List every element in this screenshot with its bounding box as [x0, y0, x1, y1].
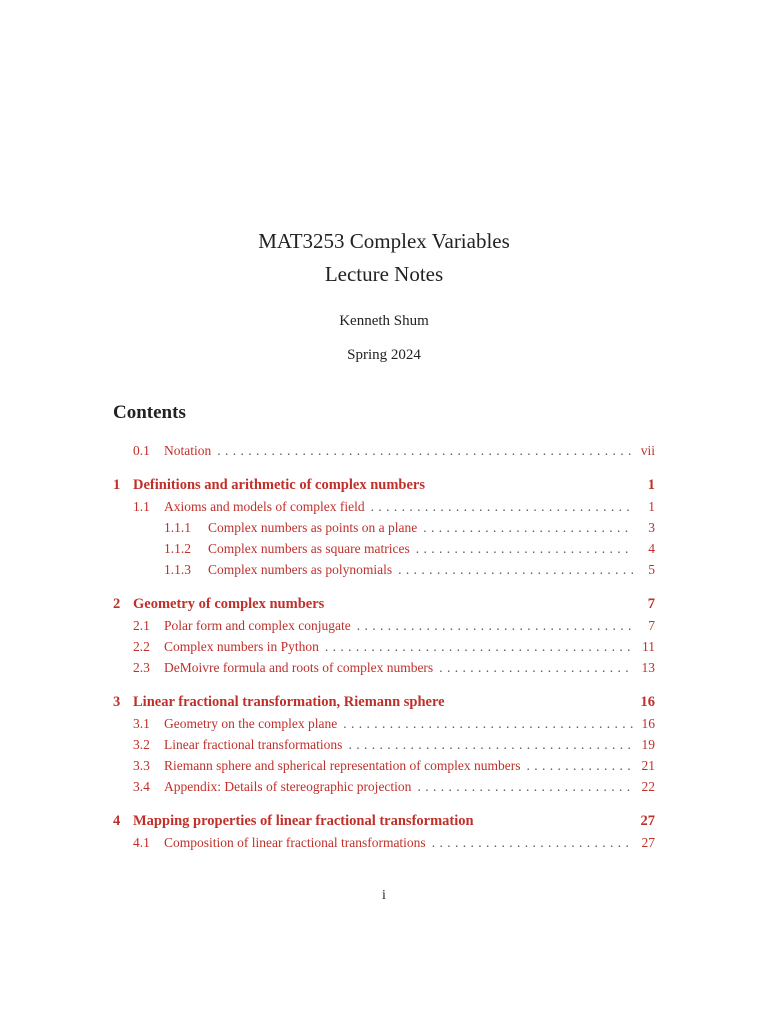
toc-chapter-page: 7: [647, 596, 655, 612]
toc-chapter-page: 1: [647, 477, 655, 493]
toc-chapter-number: 1: [113, 477, 121, 493]
document-title: [0, 225, 768, 291]
toc-entry-page: 7: [648, 618, 655, 633]
toc-entry-page: 22: [641, 779, 655, 794]
toc-chapter-number: 3: [113, 694, 121, 710]
dot-leader: [348, 734, 633, 755]
toc-chapter-title: Geometry of complex numbers: [133, 596, 325, 612]
toc-chapter-title: Definitions and arithmetic of complex numbers: [133, 477, 425, 493]
toc-entry-number: 1.1.2: [164, 541, 191, 556]
toc-entry-page: 11: [642, 639, 655, 654]
toc-entry-title: DeMoivre formula and roots of complex numbers: [164, 660, 434, 675]
toc-chapter-number: 2: [113, 596, 121, 612]
toc-entry-2-2[interactable]: [113, 636, 655, 657]
toc-entry-title: Riemann sphere and spherical representation of complex numbers: [164, 758, 521, 773]
toc-entry-page: vii: [640, 443, 655, 458]
dot-leader: [417, 776, 633, 797]
toc-chapter-3[interactable]: [113, 692, 655, 713]
toc-entry-page: 27: [641, 835, 655, 850]
dot-leader: [371, 496, 633, 517]
toc-entry-3-2[interactable]: [113, 734, 655, 755]
contents-heading: Contents: [113, 402, 186, 423]
toc-entry-3-1[interactable]: [113, 713, 655, 734]
document-date: Spring 2024: [347, 347, 421, 363]
toc-entry-notation[interactable]: [113, 440, 655, 461]
toc-chapter-1[interactable]: [113, 475, 655, 496]
toc-chapter-page: 16: [640, 694, 655, 710]
toc-entry-title: Polar form and complex conjugate: [164, 618, 351, 633]
toc-chapter-2[interactable]: [113, 594, 655, 615]
toc-entry-number: 1.1: [133, 499, 150, 514]
table-of-contents: [113, 440, 655, 853]
title-line-1: MAT3253 Complex Variables: [258, 229, 510, 253]
toc-entry-page: 19: [641, 737, 655, 752]
toc-entry-page: 5: [648, 562, 655, 577]
dot-leader: [423, 517, 633, 538]
toc-entry-title: Notation: [164, 443, 212, 458]
toc-entry-number: 1.1.1: [164, 520, 191, 535]
toc-entry-number: 2.2: [133, 639, 150, 654]
author-name: Kenneth Shum: [339, 313, 429, 329]
dot-leader: [217, 440, 633, 461]
toc-entry-number: 3.4: [133, 779, 150, 794]
toc-chapter-title: Mapping properties of linear fractional transformation: [133, 813, 474, 829]
toc-chapter-page: 27: [640, 813, 655, 829]
toc-entry-page: 21: [641, 758, 655, 773]
toc-entry-1-1-3[interactable]: [113, 559, 655, 580]
toc-entry-page: 16: [641, 716, 655, 731]
title-line-2: Lecture Notes: [324, 262, 444, 286]
toc-entry-number: 2.1: [133, 618, 150, 633]
title-block: [0, 225, 768, 365]
toc-entry-3-3[interactable]: [113, 755, 655, 776]
toc-entry-title: Appendix: Details of stereographic projection: [164, 779, 412, 794]
toc-entry-number: 3.3: [133, 758, 150, 773]
toc-entry-1-1-2[interactable]: [113, 538, 655, 559]
toc-chapter-title: Linear fractional transformation, Riemann sphere: [133, 694, 445, 710]
toc-entry-page: 4: [648, 541, 655, 556]
dot-leader: [432, 832, 633, 853]
toc-entry-title: Composition of linear fractional transformations: [164, 835, 426, 850]
dot-leader: [343, 713, 633, 734]
toc-entry-page: 3: [648, 520, 655, 535]
toc-entry-title: Axioms and models of complex field: [164, 499, 365, 514]
toc-entry-title: Geometry on the complex plane: [164, 716, 338, 731]
toc-entry-number: 1.1.3: [164, 562, 191, 577]
toc-entry-2-3[interactable]: [113, 657, 655, 678]
toc-entry-title: Complex numbers as square matrices: [208, 541, 410, 556]
toc-entry-1-1-1[interactable]: [113, 517, 655, 538]
dot-leader: [439, 657, 633, 678]
toc-entry-number: 4.1: [133, 835, 150, 850]
toc-entry-title: Complex numbers as polynomials: [208, 562, 393, 577]
toc-entry-number: 3.1: [133, 716, 150, 731]
dot-leader: [527, 755, 633, 776]
toc-entry-number: 3.2: [133, 737, 150, 752]
page-number: i: [382, 888, 386, 903]
toc-entry-number: 0.1: [133, 443, 150, 458]
toc-entry-4-1[interactable]: [113, 832, 655, 853]
toc-entry-1-1[interactable]: [113, 496, 655, 517]
dot-leader: [416, 538, 633, 559]
dot-leader: [325, 636, 633, 657]
toc-chapter-4[interactable]: [113, 811, 655, 832]
toc-entry-title: Complex numbers in Python: [164, 639, 319, 654]
toc-entry-page: 13: [641, 660, 655, 675]
dot-leader: [398, 559, 633, 580]
toc-entry-3-4[interactable]: [113, 776, 655, 797]
toc-entry-2-1[interactable]: [113, 615, 655, 636]
toc-entry-number: 2.3: [133, 660, 150, 675]
toc-entry-title: Complex numbers as points on a plane: [208, 520, 418, 535]
toc-chapter-number: 4: [113, 813, 121, 829]
toc-entry-page: 1: [648, 499, 655, 514]
dot-leader: [357, 615, 633, 636]
toc-entry-title: Linear fractional transformations: [164, 737, 343, 752]
